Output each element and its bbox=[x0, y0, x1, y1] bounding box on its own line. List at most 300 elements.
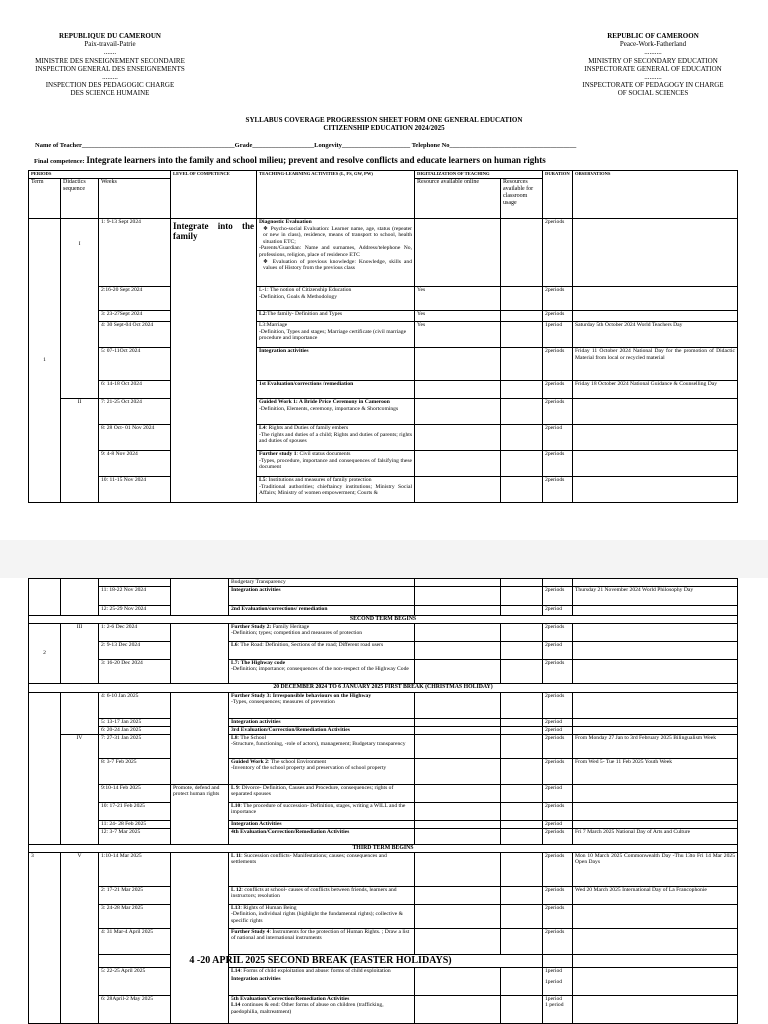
observation-cell bbox=[573, 219, 738, 287]
class-resource-cell bbox=[501, 586, 543, 605]
header-right-country: REPUBLIC OF CAMEROON bbox=[607, 32, 699, 40]
class-resource-cell bbox=[501, 692, 543, 718]
week-cell: 6: 14-18 Oct 2024 bbox=[99, 381, 171, 399]
header-observations: OBSERVATIONS bbox=[573, 171, 738, 219]
duration-line: 1period bbox=[545, 967, 563, 974]
online-cell bbox=[415, 784, 501, 802]
observation-cell bbox=[573, 477, 738, 503]
activity-cell bbox=[229, 758, 415, 784]
online-cell bbox=[415, 348, 501, 381]
activity-title: Further Study 3: Irresponsible behaviours on the Highway bbox=[231, 692, 372, 699]
header-left-country: REPUBLIQUE DU CAMEROUN bbox=[59, 32, 161, 40]
table-row bbox=[29, 579, 738, 587]
activity-cell bbox=[229, 734, 415, 758]
activity-cell bbox=[229, 928, 415, 954]
progression-table-page-1 bbox=[28, 170, 738, 503]
activity-title: L2 bbox=[259, 311, 266, 317]
activity-cell bbox=[257, 477, 415, 503]
online-cell: Yes bbox=[415, 311, 501, 322]
week-cell: 5: 13-17 Jan 2025 bbox=[99, 718, 171, 726]
activity-title: L6 bbox=[231, 641, 238, 648]
class-resource-cell bbox=[501, 820, 543, 828]
level-text: Integrate into the family bbox=[173, 221, 255, 241]
online-cell bbox=[415, 852, 501, 886]
final-competence bbox=[34, 155, 546, 165]
online-cell bbox=[415, 219, 501, 287]
class-resource-cell bbox=[501, 904, 543, 928]
week-cell: 9: 4-8 Nov 2024 bbox=[99, 451, 171, 477]
header-weeks: Weeks bbox=[99, 179, 171, 219]
activity-line: Integration activities bbox=[231, 976, 281, 983]
table-row bbox=[29, 758, 738, 784]
class-resource-cell bbox=[501, 784, 543, 802]
activity-line: ❖ Psycho-social Evaluation: Learner name, age, status (repeater or new in class), residence, means of transport to school, health situation ETC; bbox=[263, 225, 413, 245]
class-resource-cell bbox=[501, 828, 543, 844]
online-cell bbox=[415, 995, 501, 1023]
header-right-dots-2: .......... bbox=[644, 73, 662, 82]
activity-line: -Traditional authorities; chieftaincy institutions; Ministry Social Affairs; Ministry of women empowerment; Courts & bbox=[259, 483, 413, 497]
activity-cell: Budgetary Transparency bbox=[229, 579, 415, 587]
online-cell bbox=[415, 579, 501, 587]
activity-line: -Inventory of the school property and preservation of school property bbox=[231, 765, 387, 772]
activity-cell bbox=[257, 311, 415, 322]
header-right-inspectorate: INSPECTORATE GENERAL OF EDUCATION bbox=[584, 64, 722, 73]
online-cell bbox=[415, 726, 501, 734]
observation-cell bbox=[573, 928, 738, 954]
activity-line: : The school Environment bbox=[267, 758, 327, 765]
activity-cell bbox=[229, 623, 415, 641]
observation-cell bbox=[573, 659, 738, 683]
activity-line: : Rights of Human Being bbox=[240, 904, 297, 911]
header-resource-online: Resource available online bbox=[415, 179, 501, 219]
duration-cell bbox=[543, 954, 573, 967]
week-cell: 3: 23-27Sept 2024 bbox=[99, 311, 171, 322]
observation-cell: From Wed 5- Tue 11 Feb 2025 Youth Week bbox=[573, 758, 738, 784]
activity-line: :The family- Definition and Types bbox=[265, 311, 343, 317]
activity-cell: 1st Evaluation/corrections /remediation bbox=[257, 381, 415, 399]
week-cell: 10: 17-21 Feb 2025 bbox=[99, 802, 171, 820]
table-row bbox=[29, 477, 738, 503]
class-resource-cell bbox=[501, 322, 543, 348]
observation-cell: Friday 18 October 2024 National Guidance & Counselling Day bbox=[573, 381, 738, 399]
table-row bbox=[29, 348, 738, 381]
level-cell bbox=[171, 219, 257, 503]
header-resource-class: Resources available for classroom usage bbox=[501, 179, 543, 219]
week-cell: 8: 28 Oct- 01 Nov 2024 bbox=[99, 425, 171, 451]
duration-cell: 2periods bbox=[543, 623, 573, 641]
table-row bbox=[29, 820, 738, 828]
activity-cell bbox=[257, 425, 415, 451]
activity-cell bbox=[229, 605, 415, 615]
online-cell bbox=[415, 828, 501, 844]
table-row bbox=[29, 425, 738, 451]
online-cell bbox=[415, 718, 501, 726]
table-row bbox=[29, 852, 738, 886]
activity-line: : Institutions and measures of family protection bbox=[265, 477, 372, 483]
observation-cell bbox=[573, 954, 738, 967]
activity-line: : conflicts at school- causes of conflicts between friends, learners and instructors; resolution bbox=[231, 886, 397, 900]
observation-cell bbox=[573, 692, 738, 718]
activity-title: L14 bbox=[231, 967, 241, 974]
activity-line: Family Heritage bbox=[271, 623, 310, 630]
title-line-1: SYLLABUS COVERAGE PROGRESSION SHEET FORM ONE GENERAL EDUCATION bbox=[245, 116, 523, 124]
class-resource-cell bbox=[501, 348, 543, 381]
activity-cell bbox=[257, 219, 415, 287]
online-cell bbox=[415, 425, 501, 451]
activity-line: : Civil status documents bbox=[296, 451, 351, 457]
class-resource-cell bbox=[501, 852, 543, 886]
activity-cell bbox=[229, 904, 415, 928]
class-resource-cell bbox=[501, 579, 543, 587]
observation-cell bbox=[573, 820, 738, 828]
header-duration: DURATION bbox=[543, 171, 573, 219]
second-break-banner: 4 -20 APRIL 2025 SECOND BREAK (EASTER HOLIDAYS) bbox=[99, 954, 543, 967]
activity-cell bbox=[229, 659, 415, 683]
observation-cell: Fri 7 March 2025 National Day of Arts and Culture bbox=[573, 828, 738, 844]
class-resource-cell bbox=[501, 967, 543, 995]
table-row bbox=[29, 451, 738, 477]
activity-cell: Integration activities bbox=[229, 586, 415, 605]
header-right-social: OF SOCIAL SCIENCES bbox=[617, 89, 689, 98]
final-competence-label: Final competence: bbox=[34, 158, 85, 165]
table-row bbox=[29, 287, 738, 311]
class-resource-cell bbox=[501, 995, 543, 1023]
week-cell: 8: 3-7 Feb 2025 bbox=[99, 758, 171, 784]
week-cell: 4: 30 Sept-04 Oct 2024 bbox=[99, 322, 171, 348]
duration-cell: 2period bbox=[543, 641, 573, 659]
level-cell bbox=[171, 692, 229, 784]
observation-cell bbox=[573, 287, 738, 311]
duration-line: 1period bbox=[545, 995, 563, 1002]
sequence-cell: I bbox=[61, 219, 99, 399]
header-didactic: Didactics sequence bbox=[61, 179, 99, 219]
activity-title: L5 bbox=[259, 477, 266, 483]
header-left-motto: Paix-travail-Patrie bbox=[84, 40, 136, 49]
duration-cell: 2periods bbox=[543, 828, 573, 844]
week-cell: 1: 9-13 Sept 2024 bbox=[99, 219, 171, 287]
duration-cell: 2periods bbox=[543, 381, 573, 399]
duration-cell: 1period bbox=[543, 322, 573, 348]
duration-cell: 2periods bbox=[543, 219, 573, 287]
activity-line: -Definition; types; competition and measures of protection bbox=[231, 630, 363, 637]
third-term-banner: THIRD TERM BEGINS bbox=[29, 844, 738, 852]
class-resource-cell bbox=[501, 802, 543, 820]
final-competence-text: Integrate learners into the family and school milieu; prevent and resolve conflicts and educate learners on human rights bbox=[86, 155, 546, 165]
second-term-banner: SECOND TERM BEGINS bbox=[29, 615, 738, 623]
online-cell bbox=[415, 820, 501, 828]
week-cell: 3: 16-20 Dec 2024 bbox=[99, 659, 171, 683]
table-row bbox=[29, 828, 738, 844]
activity-line: : Divorce- Definition, Causes and Procedure, consequences; rights of separated spouses bbox=[231, 784, 394, 798]
week-cell: 7: 21-25 Oct 2024 bbox=[99, 399, 171, 425]
class-resource-cell bbox=[501, 928, 543, 954]
online-cell bbox=[415, 399, 501, 425]
activity-cell: Integration Activities bbox=[229, 820, 415, 828]
online-cell bbox=[415, 692, 501, 718]
header-right-pedagogy: INSPECTORATE OF PEDAGOGY IN CHARGE bbox=[582, 81, 724, 90]
duration-cell: 2periods bbox=[543, 399, 573, 425]
duration-cell: 2periods bbox=[543, 477, 573, 503]
online-cell bbox=[415, 886, 501, 904]
table-header-row bbox=[29, 171, 738, 179]
online-cell: Yes bbox=[415, 287, 501, 311]
activity-cell: Integration activities bbox=[257, 348, 415, 381]
observation-cell: Saturday 5th October 2024 World Teachers Day bbox=[573, 322, 738, 348]
header-right-dots: .......... bbox=[644, 48, 662, 57]
observation-cell bbox=[573, 967, 738, 995]
observation-cell bbox=[573, 802, 738, 820]
header-left-dots: ....... bbox=[103, 48, 117, 57]
online-cell bbox=[415, 477, 501, 503]
sequence-cell bbox=[61, 579, 99, 616]
header-left-ministry: MINISTRE DES ENSEIGNEMENT SECONDAIRE bbox=[35, 56, 185, 65]
table-row bbox=[29, 605, 738, 615]
table-row bbox=[29, 641, 738, 659]
level-cell: Promote, defend and protect human rights bbox=[171, 784, 229, 844]
activity-cell bbox=[229, 802, 415, 820]
table-row bbox=[29, 995, 738, 1023]
activity-line: -Definition, Elements, ceremony, importance & Shortcomings bbox=[259, 405, 399, 412]
week-cell: 4: 6-10 Jan 2025 bbox=[99, 692, 171, 718]
duration-cell: 2periods bbox=[543, 904, 573, 928]
header-right-ministry: MINISTRY OF SECONDARY EDUCATION bbox=[588, 56, 718, 65]
activity-line: : The Road: Definition, Sections of the road; Different road users bbox=[237, 641, 384, 648]
term-cell: 1 bbox=[29, 219, 61, 503]
activity-line: -Types, procedure, importance and consequences of falsifying these document bbox=[259, 457, 413, 471]
duration-cell: 2periods bbox=[543, 802, 573, 820]
table-row bbox=[29, 322, 738, 348]
table-row bbox=[29, 586, 738, 605]
activity-cell bbox=[257, 287, 415, 311]
activity-line: -Structure, functioning, -role of actors), management; Budgetary transparency bbox=[231, 741, 406, 748]
online-cell bbox=[415, 734, 501, 758]
activity-title: Diagnostic Evaluation bbox=[259, 219, 312, 225]
term-number: 3 bbox=[31, 852, 34, 859]
observation-cell: Wed 20 March 2025 International Day of La Francophonie bbox=[573, 886, 738, 904]
class-resource-cell bbox=[501, 641, 543, 659]
online-cell bbox=[415, 623, 501, 641]
header-right bbox=[568, 32, 738, 98]
table-row bbox=[29, 718, 738, 726]
week-cell: 11: 24- 28 Feb 2025 bbox=[99, 820, 171, 828]
week-cell: 4: 31 Mar-4 April 2025 bbox=[99, 928, 171, 954]
activity-title: 2nd Evaluation/corrections/ remediation bbox=[231, 605, 328, 612]
week-cell: 1: 2-6 Dec 2024 bbox=[99, 623, 171, 641]
duration-cell bbox=[543, 579, 573, 587]
activity-cell bbox=[257, 451, 415, 477]
table-row bbox=[29, 381, 738, 399]
activity-title: Further Study 2: bbox=[231, 623, 272, 630]
observation-cell: Friday 11 October 2024 National Day for the promotion of Didactic Material from local or recycled material bbox=[573, 348, 738, 381]
online-cell bbox=[415, 605, 501, 615]
duration-cell: 2period bbox=[543, 718, 573, 726]
table-row bbox=[29, 726, 738, 734]
banner-row bbox=[29, 844, 738, 852]
week-cell: 10: 11-15 Nov 2024 bbox=[99, 477, 171, 503]
table-row bbox=[29, 784, 738, 802]
activity-cell bbox=[229, 641, 415, 659]
class-resource-cell bbox=[501, 605, 543, 615]
duration-cell: 2period bbox=[543, 605, 573, 615]
sequence-cell: III bbox=[61, 623, 99, 683]
activity-line: : Succession conflicts- Manifestations; causes; consequences and settlements bbox=[231, 852, 387, 866]
activity-line: L-1: The notion of Citizenship Education bbox=[259, 287, 352, 293]
header-activities: TEACHING-LEARNING ACTIVITIES (L, FS, GW, PW) bbox=[257, 171, 415, 219]
week-cell: 1:10-14 Mar 2025 bbox=[99, 852, 171, 886]
online-cell bbox=[415, 451, 501, 477]
header-level: LEVEL OF COMPETENCE bbox=[171, 171, 257, 219]
page-gap bbox=[0, 540, 768, 578]
observation-cell bbox=[573, 995, 738, 1023]
week-cell: 5: 07-11Oct 2024 bbox=[99, 348, 171, 381]
term-cell bbox=[29, 579, 61, 616]
week-cell bbox=[99, 579, 171, 587]
week-cell: 2:16-20 Sept 2024 bbox=[99, 287, 171, 311]
week-cell: 6: 28April-2 May 2025 bbox=[99, 995, 171, 1023]
activity-line: -Types, consequences; measures of prevention bbox=[231, 699, 335, 706]
observation-cell bbox=[573, 311, 738, 322]
activity-line: : Rights and Duties of family embers bbox=[265, 425, 349, 431]
activity-line: : Instruments for the protection of Human Rights. ; Draw a list of national and international instruments bbox=[231, 928, 410, 942]
table-row bbox=[29, 904, 738, 928]
online-cell bbox=[415, 904, 501, 928]
table-row bbox=[29, 311, 738, 322]
class-resource-cell bbox=[501, 381, 543, 399]
activity-line: L3:Marriage bbox=[259, 322, 288, 328]
observation-cell bbox=[573, 425, 738, 451]
header-left bbox=[30, 32, 190, 98]
class-resource-cell bbox=[501, 287, 543, 311]
term-cell: 2 bbox=[29, 623, 61, 683]
class-resource-cell bbox=[501, 886, 543, 904]
online-cell bbox=[415, 381, 501, 399]
observation-cell: From Monday 27 Jan to 3rd February 2025 Bilingualism Week bbox=[573, 734, 738, 758]
class-resource-cell bbox=[501, 451, 543, 477]
activity-title: Guided Work 2 bbox=[231, 758, 268, 765]
sequence-cell: IV bbox=[61, 734, 99, 844]
level-cell bbox=[171, 579, 229, 616]
activity-line: continues & end: Other forms of abuse on children (trafficking, paedophilia, maltreatment) bbox=[231, 1002, 384, 1015]
header-left-pedagogic: INSPECTION DES PEDAGOGIC CHARGE bbox=[45, 81, 175, 90]
observation-cell bbox=[573, 784, 738, 802]
table-row bbox=[29, 659, 738, 683]
class-resource-cell bbox=[501, 425, 543, 451]
activity-line: -Definition, Goals & Methodology bbox=[259, 293, 338, 300]
table-row bbox=[29, 734, 738, 758]
online-cell bbox=[415, 758, 501, 784]
duration-line: 1period bbox=[545, 979, 563, 986]
duration-cell: 2period bbox=[543, 820, 573, 828]
duration-cell: 2periods bbox=[543, 852, 573, 886]
term-cell bbox=[29, 692, 61, 844]
online-cell bbox=[415, 641, 501, 659]
activity-line: -Definition, Types and stages; Marriage certificate (civil marriage procedure and importance bbox=[259, 328, 407, 342]
class-resource-cell bbox=[501, 718, 543, 726]
online-cell bbox=[415, 967, 501, 995]
week-cell: 7: 27-31 Jan 2025 bbox=[99, 734, 171, 758]
table-row bbox=[29, 399, 738, 425]
activity-title: L10 bbox=[231, 802, 241, 809]
activity-title: L8 bbox=[231, 734, 238, 741]
activity-line: ❖ Evaluation of previous knowledge: Knowledge, skills and values of History from the previous class bbox=[263, 258, 413, 272]
class-resource-cell bbox=[501, 734, 543, 758]
week-cell: 3: 24-28 Mar 2025 bbox=[99, 904, 171, 928]
online-cell: Yes bbox=[415, 322, 501, 348]
activity-cell: 4th Evaluation/Correction/Remediation Activities bbox=[229, 828, 415, 844]
duration-cell: 2periods bbox=[543, 586, 573, 605]
activity-cell bbox=[229, 784, 415, 802]
progression-table-page-2 bbox=[28, 578, 738, 1024]
activity-title: Further study 1 bbox=[259, 451, 297, 457]
table-row bbox=[29, 219, 738, 287]
class-resource-cell bbox=[501, 477, 543, 503]
document-title bbox=[0, 116, 768, 133]
header-right-motto: Peace-Work-Fatherland bbox=[619, 40, 687, 49]
level-cell bbox=[171, 623, 229, 683]
duration-cell: 2periods bbox=[543, 659, 573, 683]
week-cell: 6: 20-24 Jan 2025 bbox=[99, 726, 171, 734]
class-resource-cell bbox=[501, 399, 543, 425]
duration-cell: 2period bbox=[543, 784, 573, 802]
duration-cell: 2period bbox=[543, 425, 573, 451]
observation-cell bbox=[573, 718, 738, 726]
activity-line: -Definition, individual rights (highlight the fundamental rights); collective & specific rights bbox=[231, 911, 403, 924]
week-cell: 2: 17-21 Mar 2025 bbox=[99, 886, 171, 904]
table-row bbox=[29, 692, 738, 718]
duration-cell: 2periods bbox=[543, 348, 573, 381]
class-resource-cell bbox=[501, 726, 543, 734]
table-row bbox=[29, 967, 738, 995]
duration-cell: 2periods bbox=[543, 692, 573, 718]
header-left-dots-2: ......... bbox=[102, 73, 118, 82]
week-cell: 12: 25-29 Nov 2024 bbox=[99, 605, 171, 615]
duration-cell: 2periods bbox=[543, 311, 573, 322]
observation-cell bbox=[573, 726, 738, 734]
activity-cell bbox=[229, 692, 415, 718]
duration-cell: 2periods bbox=[543, 928, 573, 954]
first-break-banner: 20 DECEMBER 2024 TO 6 JANUARY 2025 FIRST BREAK (CHRISTMAS HOLIDAY) bbox=[29, 683, 738, 692]
activity-title: L 12 bbox=[231, 886, 242, 893]
header-left-science: DES SCIENCE HUMAINE bbox=[70, 89, 150, 98]
banner-row bbox=[29, 954, 738, 967]
activity-cell bbox=[229, 967, 415, 995]
activity-cell: 3rd Evaluation/Correction/Remediation Activities bbox=[229, 726, 415, 734]
teacher-info-line: Name of Teacher_______________________________________________Grade___________________Longevity_____________________ Telephone No_______________________________________ bbox=[35, 142, 577, 149]
activity-title: Guided Work 1: A Bride Price Ceremony in Cameroon bbox=[259, 399, 390, 405]
activity-line: : The procedure of succession- Definition, stages, writing a WILL and the importance bbox=[231, 802, 406, 816]
duration-cell: 2periods bbox=[543, 451, 573, 477]
activity-cell bbox=[257, 399, 415, 425]
table-row bbox=[29, 623, 738, 641]
title-line-2: CITIZENSHIP EDUCATION 2024/2025 bbox=[323, 124, 445, 133]
class-resource-cell bbox=[501, 311, 543, 322]
header-term: Term bbox=[29, 179, 61, 219]
class-resource-cell bbox=[501, 659, 543, 683]
observation-cell bbox=[573, 904, 738, 928]
activity-title: L 9 bbox=[231, 784, 239, 791]
sequence-cell bbox=[61, 692, 99, 734]
term-cell bbox=[29, 852, 61, 1023]
activity-cell bbox=[229, 995, 415, 1023]
online-cell bbox=[415, 586, 501, 605]
activity-line: -The rights and duties of a child; Rights and duties of parents; rights and duties of spouses bbox=[259, 431, 413, 445]
class-resource-cell bbox=[501, 623, 543, 641]
document-page-2 bbox=[0, 578, 768, 1024]
activity-title: L 11 bbox=[231, 852, 242, 859]
sequence-cell: II bbox=[61, 399, 99, 503]
duration-line: 1 period bbox=[545, 1002, 564, 1009]
banner-row bbox=[29, 683, 738, 692]
